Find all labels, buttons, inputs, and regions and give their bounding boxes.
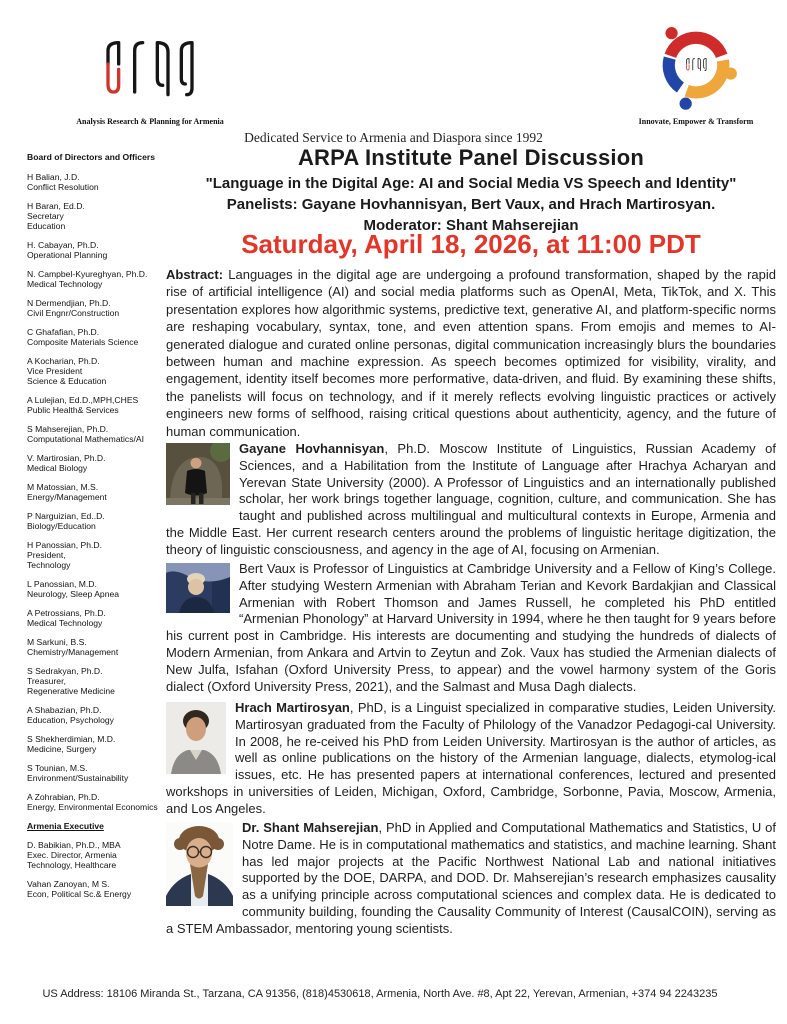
board-member: H. Cabayan, Ph.D. Operational Planning <box>27 240 108 260</box>
board-sidebar <box>27 152 169 908</box>
arpa-emblem-icon <box>649 20 743 114</box>
abstract-text: Languages in the digital age are undergoing a profound transformation, shaped by the rapid rise of artificial intelligence (AI) and social media platforms such as OpenAI, Meta, TikTok, and X. This presentation explores how algorithmic systems, predictive text, generative AI, and platform-specific norms are reshaping vocabulary, syntax, tone, and even attention spans. From emojis and memes to AI-generated dialogue and curated online personas, digital communication increasingly blurs the boundaries between human and machine expression. As speech becomes optimized for visibility, virality, and engagement, identity itself becomes more performative, data-driven, and fluid. By examining these shifts, the panelists will focus on technology, and if it merely reflects evolving linguistic practices or actively engineers new forms of selfhood, raising critical questions about authenticity, agency, and the future of human communication. <box>166 267 776 439</box>
executive-member: D. Babikian, Ph.D., MBA Exec. Director, Armenia Technology, Healthcare <box>27 840 121 870</box>
board-member: M Sarkuni, B.S. Chemistry/Management <box>27 637 119 657</box>
board-member: A Shabazian, Ph.D. Education, Psychology <box>27 705 114 725</box>
board-member: V. Martirosian, Ph.D. Medical Biology <box>27 453 106 473</box>
board-heading: Board of Directors and Officers <box>27 152 155 162</box>
event-subtitle: "Language in the Digital Age: AI and Social Media VS Speech and Identity" <box>205 175 737 192</box>
board-member: H Balian, J.D. Conflict Resolution <box>27 172 99 192</box>
arpa-circular-emblem <box>612 20 780 126</box>
board-member: N Dermendjian, Ph.D. Civil Engnr/Construction <box>27 298 120 318</box>
bio-bert-vaux <box>166 561 776 695</box>
panelists-line: Panelists: Gayane Hovhannisyan, Bert Vaux, and Hrach Martirosyan. <box>226 196 716 213</box>
board-member: H Baran, Ed.D. Secretary Education <box>27 201 85 231</box>
page-title: ARPA Institute Panel Discussion <box>297 145 645 170</box>
abstract-paragraph <box>166 266 776 440</box>
board-member: N. Campbel-Kyureghyan, Ph.D. Medical Technology <box>27 269 148 289</box>
bio-text: , PhD in Applied and Computational Mathematics and Statistics, U of Notre Dame. He is in computational mathematics and statistics, and machine learning. Shant has led major projects at the Pacific Northwest National Lab and national initiatives supported by the DOE, DARPA, and DOD. Dr. Mahserejian’s research emphasizes causality as a unifying principle across computational sciences and complex data. He is dedicated to community building, founding the Causality Community of Interest (CausalCOIN), serving as a STEM Ambassador, mentoring young scientists. <box>166 820 776 936</box>
board-member: S Tounian, M.S. Environment/Sustainability <box>27 763 129 783</box>
board-member: A Lulejian, Ed.D.,MPH,CHES Public Health& Services <box>27 395 139 415</box>
board-member: H Panossian, Ph.D. President, Technology <box>27 540 102 570</box>
board-member: A Kocharian, Ph.D. Vice President Science & Education <box>27 356 107 386</box>
bio-text: , Ph.D. Moscow Institute of Linguistics, Russian Academy of Sciences, and a Habilitation from the Institute of Language after Hrachya Acharyan and Yerevan State University (2000). A Professor of Linguistics and an internationally published scholar, her work brings together language, cognition, culture, and communication. She has taught and published across multilingual and multicultural contexts in Europe, Armenia and the Middle East. Her current research centers around the problems of linguistic heritage digitization, the theory of linguistic consciousness, and agency in the age of AI, focusing on Armenian. <box>166 441 776 557</box>
bio-text: Bert Vaux is Professor of Linguistics at Cambridge University and a Fellow of King’s College. After studying Western Armenian with Abraham Terian and Kevork Bardakjian and Classical Armenian with Robert Thomson and James Russell, he completed his PhD entitled “Armenian Phonology” at Harvard University in 1994, where he then taught for 9 years before his current post in Cambridge. His interests are documenting and studying the hundreds of dialects of Modern Armenian, from Ankara and Artvin to Zeytun and Zok. Vaux has studied the Armenian dialects of New Julfa, Isfahan (Oxford University Press, to appear) and the vowel harmony system of the Goris dialect (Oxford University Press, 2021), and the Salmast and Musa Dagh dialects. <box>166 561 776 694</box>
bio-lead: Gayane Hovhannisyan <box>239 441 385 456</box>
board-member: A Zohrabian, Ph.D. Energy, Environmental Economics <box>27 792 158 812</box>
bio-text: , PhD, is a Linguist specialized in comparative studies, Leiden University. Martirosyan graduated from the Faculty of Philology of the Vanadzor Pedagogi-cal University. In 2008, he re-ceived his PhD from Leiden University. Martirosyan is the author of articles, as well as online publications on the history of the Armenian language, dialects, etymolog-ical issues, etc. He has presented papers at international conferences, lectured and presented workshops in universities of Leiden, Michigan, Oxford, Cambridge, Sorbonne, Pavia, Moscow, Armenia, and Los Angeles. <box>166 700 776 816</box>
right-logo-tagline: Innovate, Empower & Transform <box>638 117 754 126</box>
board-member: S Mahserejian, Ph.D. Computational Mathematics/AI <box>27 424 145 444</box>
bio-lead: Dr. Shant Mahserejian <box>242 820 379 835</box>
bio-gayane-hovhannisyan <box>166 441 776 559</box>
address-footer: US Address: 18106 Miranda St., Tarzana, CA 91356, (818)4530618, Armenia, North Ave. #8, Apt 22, Yerevan, Armenian, +374 94 2243235 <box>42 988 718 1000</box>
board-member: S Shekherdimian, M.D. Medicine, Surgery <box>27 734 116 754</box>
executive-member: Vahan Zanoyan, M S. Econ, Political Sc.& Energy <box>27 879 132 899</box>
board-member: C Ghafafian, Ph.D. Composite Materials Science <box>27 327 139 347</box>
board-member: M Matossian, M.S. Energy/Management <box>27 482 107 502</box>
board-member: L Panossian, M.D. Neurology, Sleep Apnea <box>27 579 120 599</box>
board-member: P Narguizian, Ed..D. Biology/Education <box>27 511 105 531</box>
bio-shant-mahserejian <box>166 820 776 938</box>
gayane-hovhannisyan-photo <box>166 443 230 505</box>
arpa-wordmark-logo <box>60 22 240 126</box>
abstract-label: Abstract: <box>166 267 224 282</box>
left-logo-tagline: Analysis Research & Planning for Armenia <box>76 117 224 126</box>
shant-mahserejian-photo <box>166 822 233 906</box>
board-member: S Sedrakyan, Ph.D. Treasurer, Regenerative Medicine <box>27 666 115 696</box>
bert-vaux-photo <box>166 563 230 613</box>
dedication-line: Dedicated Service to Armenia and Diaspora since 1992 <box>244 130 543 145</box>
bio-hrach-martirosyan <box>166 700 776 818</box>
moderator-line: Moderator: Shant Mahserejian <box>363 217 579 234</box>
hrach-martirosyan-photo <box>166 702 226 774</box>
board-member: A Petrossians, Ph.D. Medical Technology <box>27 608 106 628</box>
arpa-wordmark-icon <box>100 22 200 114</box>
armenia-executive-heading: Armenia Executive <box>27 821 104 831</box>
bio-lead: Hrach Martirosyan <box>235 700 350 715</box>
event-datetime: Saturday, April 18, 2026, at 11:00 PDT <box>241 229 701 259</box>
